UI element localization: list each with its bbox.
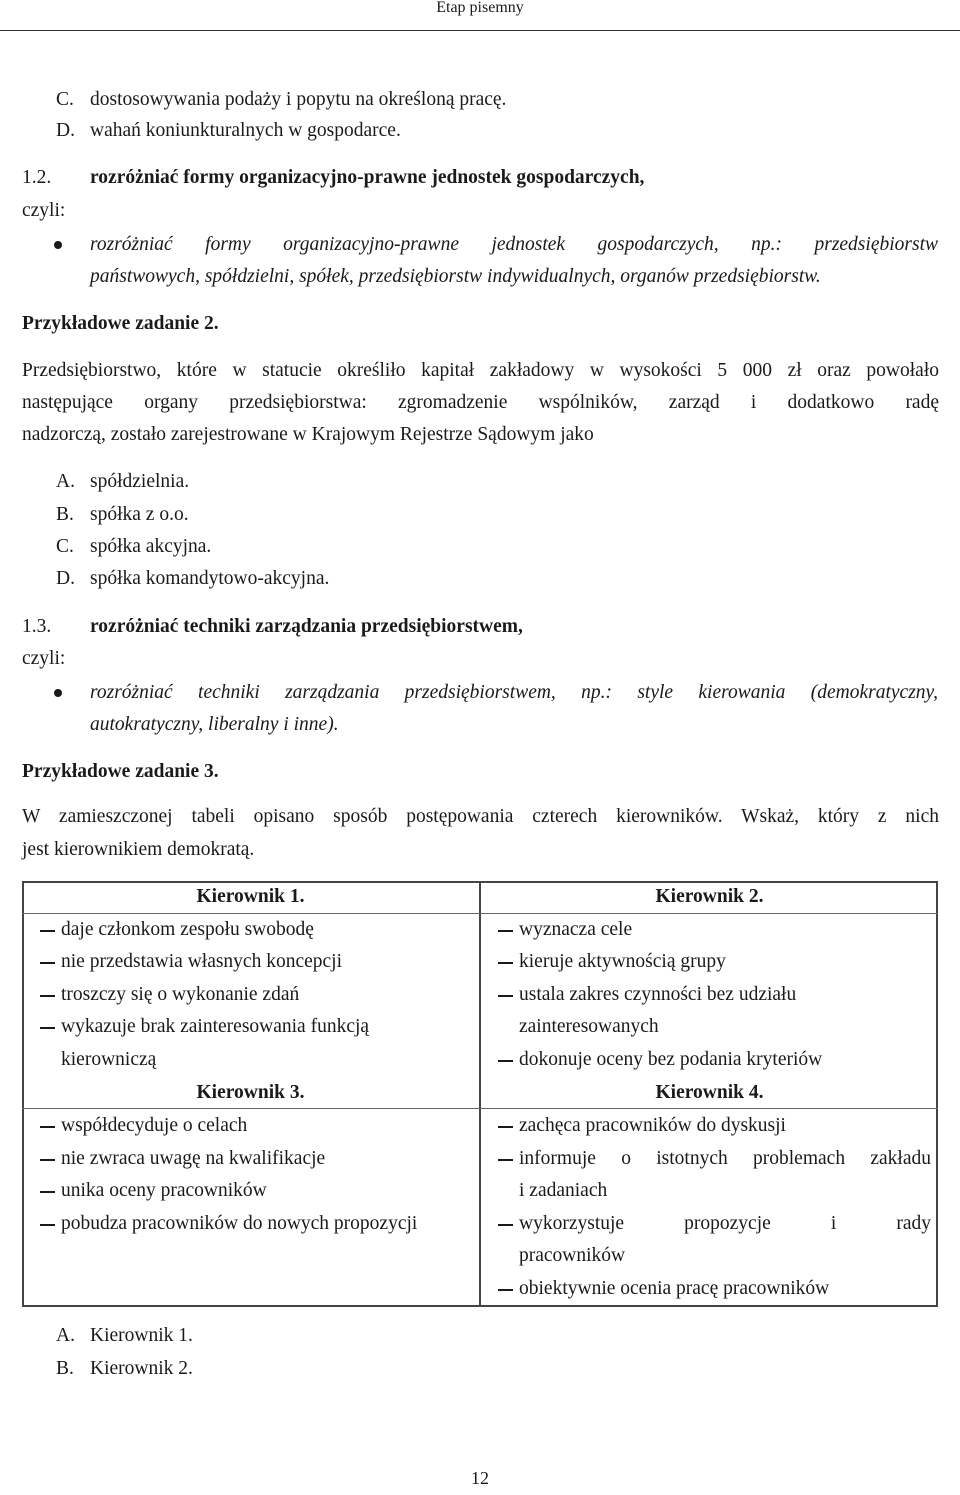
dash-icon bbox=[498, 995, 513, 997]
table-cell-item: i zadaniach bbox=[519, 1180, 608, 1201]
dash-icon bbox=[498, 962, 513, 964]
bullet-text-line: rozróżniać techniki zarządzania przedsiębiorstwem, np.: style kierowania (demokratyczny, bbox=[90, 682, 938, 703]
table-cell-item: pobudza pracowników do nowych propozycji bbox=[61, 1213, 418, 1234]
section-heading: rozróżniać techniki zarządzania przedsiębiorstwem, bbox=[90, 616, 523, 637]
option-text: spółka akcyjna. bbox=[90, 536, 212, 557]
dash-icon bbox=[498, 1224, 513, 1226]
dash-icon bbox=[40, 1224, 55, 1226]
dash-icon bbox=[40, 930, 55, 932]
dash-icon bbox=[40, 1191, 55, 1193]
option-letter: B. bbox=[56, 1358, 74, 1379]
table-cell-item: troszczy się o wykonanie zdań bbox=[61, 984, 300, 1005]
table-cell-item: informuje o istotnych problemach zakładu bbox=[519, 1148, 931, 1169]
table-cell-item: obiektywnie ocenia pracę pracowników bbox=[519, 1278, 830, 1299]
option-letter: A. bbox=[56, 1325, 75, 1346]
table-cell-item: pracowników bbox=[519, 1245, 626, 1266]
table-cell-item: zainteresowanych bbox=[519, 1016, 659, 1037]
dash-icon bbox=[498, 1159, 513, 1161]
dash-icon bbox=[40, 1126, 55, 1128]
bullet-text-line: rozróżniać formy organizacyjno-prawne jednostek gospodarczych, np.: przedsiębiorstw bbox=[90, 234, 938, 255]
dash-icon bbox=[498, 930, 513, 932]
dash-icon bbox=[40, 1027, 55, 1029]
table-cell-item: wyznacza cele bbox=[519, 919, 633, 940]
table-cell-item: unika oceny pracowników bbox=[61, 1180, 267, 1201]
option-letter: D. bbox=[56, 120, 75, 141]
page-header bbox=[0, 0, 960, 30]
dash-icon bbox=[498, 1126, 513, 1128]
task-text-line: następujące organy przedsiębiorstwa: zgromadzenie wspólników, zarząd i dodatkowo radę bbox=[22, 392, 939, 413]
bullet-text-line: autokratyczny, liberalny i inne). bbox=[90, 714, 339, 735]
table-cell-item: daje członkom zespołu swobodę bbox=[61, 919, 314, 940]
table-header-k1: Kierownik 1. bbox=[196, 886, 305, 907]
table-cell-item: kieruje aktywnością grupy bbox=[519, 951, 726, 972]
option-letter: C. bbox=[56, 89, 74, 110]
option-text: wahań koniunkturalnych w gospodarce. bbox=[90, 120, 401, 141]
table-cell-item: ustala zakres czynności bez udziału bbox=[519, 984, 797, 1005]
bullet-icon bbox=[54, 241, 62, 249]
option-text: dostosowywania podaży i popytu na określoną pracę. bbox=[90, 89, 507, 110]
table-cell-item: zachęca pracowników do dyskusji bbox=[519, 1115, 786, 1136]
header-title: Etap pisemny bbox=[436, 0, 524, 16]
task-text-line: W zamieszczonej tabeli opisano sposób postępowania czterech kierowników. Wskaż, który z nich bbox=[22, 806, 939, 827]
task-title: Przykładowe zadanie 2. bbox=[22, 313, 219, 334]
table-cell-item: współdecyduje o celach bbox=[61, 1115, 248, 1136]
header-rule bbox=[0, 30, 960, 31]
dash-icon bbox=[498, 1289, 513, 1291]
table-cell-item: nie przedstawia własnych koncepcji bbox=[61, 951, 343, 972]
section-heading: rozróżniać formy organizacyjno-prawne jednostek gospodarczych, bbox=[90, 167, 645, 188]
table-cell-item: kierowniczą bbox=[61, 1049, 157, 1070]
dash-icon bbox=[40, 962, 55, 964]
task-text-line: nadzorczą, zostało zarejestrowane w Krajowym Rejestrze Sądowym jako bbox=[22, 424, 594, 445]
task-text-line: Przedsiębiorstwo, które w statucie określiło kapitał zakładowy w wysokości 5 000 zł oraz powołało bbox=[22, 360, 939, 381]
dash-icon bbox=[40, 1159, 55, 1161]
option-text: Kierownik 2. bbox=[90, 1358, 193, 1379]
task-title: Przykładowe zadanie 3. bbox=[22, 761, 219, 782]
option-letter: B. bbox=[56, 504, 74, 525]
dash-icon bbox=[40, 995, 55, 997]
option-text: spółdzielnia. bbox=[90, 471, 190, 492]
czyli-label: czyli: bbox=[22, 648, 66, 669]
option-letter: D. bbox=[56, 568, 75, 589]
bullet-icon bbox=[54, 689, 62, 697]
table-header-k2: Kierownik 2. bbox=[655, 886, 764, 907]
option-letter: C. bbox=[56, 536, 74, 557]
table-cell-item: wykorzystuje propozycje i rady bbox=[519, 1213, 931, 1234]
czyli-label: czyli: bbox=[22, 200, 66, 221]
option-text: spółka z o.o. bbox=[90, 504, 189, 525]
section-number: 1.3. bbox=[22, 616, 52, 637]
dash-icon bbox=[498, 1060, 513, 1062]
table-header-k3: Kierownik 3. bbox=[196, 1082, 305, 1103]
table-cell-item: nie zwraca uwagę na kwalifikacje bbox=[61, 1148, 326, 1169]
page-number: 12 bbox=[471, 1468, 489, 1488]
table-cell-item: dokonuje oceny bez podania kryteriów bbox=[519, 1049, 823, 1070]
option-text: spółka komandytowo-akcyjna. bbox=[90, 568, 330, 589]
option-letter: A. bbox=[56, 471, 75, 492]
section-number: 1.2. bbox=[22, 167, 52, 188]
table-header-k4: Kierownik 4. bbox=[655, 1082, 764, 1103]
task-text-line: jest kierownikiem demokratą. bbox=[22, 839, 255, 860]
option-text: Kierownik 1. bbox=[90, 1325, 193, 1346]
table-cell-item: wykazuje brak zainteresowania funkcją bbox=[61, 1016, 370, 1037]
bullet-text-line: państwowych, spółdzielni, spółek, przedsiębiorstw indywidualnych, organów przedsiębiorstw. bbox=[90, 266, 821, 287]
